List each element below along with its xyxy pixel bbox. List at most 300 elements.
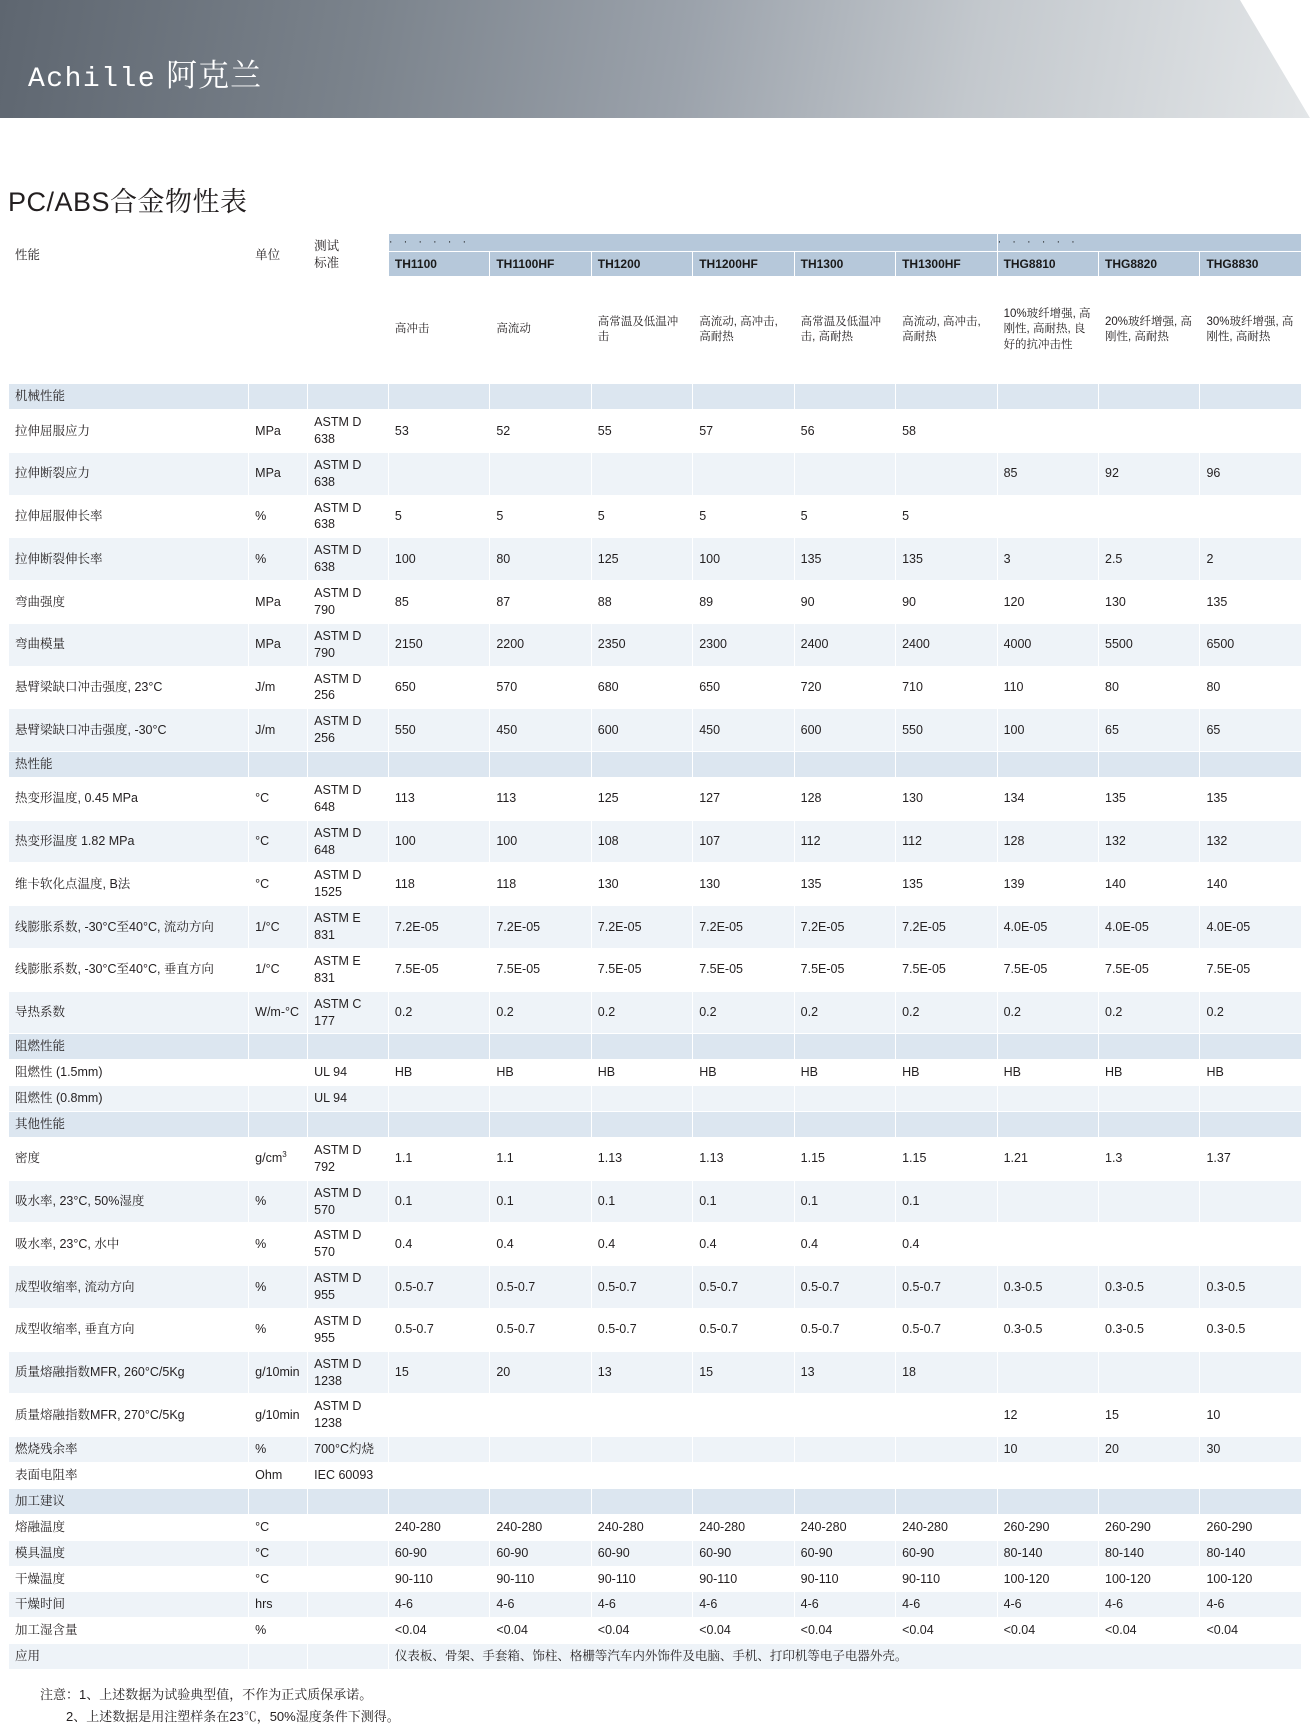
section-filler-cell <box>997 1112 1098 1138</box>
cell-th1200hf: 0.2 <box>693 991 794 1034</box>
cell-th1300 <box>794 1394 895 1437</box>
table-row <box>9 709 1302 752</box>
section-filler-cell <box>591 1488 692 1514</box>
cell-th1300hf: 18 <box>896 1351 997 1394</box>
cell-thg8810: <0.04 <box>997 1618 1098 1644</box>
section-filler-cell <box>249 1488 308 1514</box>
row-standard: ASTM D 648 <box>308 820 389 863</box>
cell-th1300: 0.1 <box>794 1180 895 1223</box>
cell-thg8830: 260-290 <box>1200 1514 1302 1540</box>
cell-th1300: 7.5E-05 <box>794 948 895 991</box>
cell-thg8810: 120 <box>997 581 1098 624</box>
cell-th1100: 0.5-0.7 <box>388 1266 489 1309</box>
cell-thg8820 <box>1099 1351 1200 1394</box>
cell-th1300hf: 58 <box>896 410 997 453</box>
row-unit: % <box>249 495 308 538</box>
cell-th1200hf: 1.13 <box>693 1137 794 1180</box>
cell-thg8830 <box>1200 1351 1302 1394</box>
cell-thg8810 <box>997 495 1098 538</box>
grade-header-thg8830: THG8830 <box>1200 252 1302 277</box>
header-property: 性能 <box>9 234 249 277</box>
grade-header-th1300hf: TH1300HF <box>896 252 997 277</box>
cell-th1100hf: 2200 <box>490 623 591 666</box>
cell-thg8810: 7.5E-05 <box>997 948 1098 991</box>
cell-thg8810: 0.3-0.5 <box>997 1308 1098 1351</box>
row-standard <box>308 1540 389 1566</box>
cell-thg8820: 260-290 <box>1099 1514 1200 1540</box>
grade-description-th1200hf: 高流动, 高冲击, 高耐热 <box>693 277 794 384</box>
cell-th1200hf: 4-6 <box>693 1592 794 1618</box>
brand-name-en: Achille <box>28 64 157 95</box>
row-unit: MPa <box>249 623 308 666</box>
cell-th1100hf: 60-90 <box>490 1540 591 1566</box>
row-unit: % <box>249 1266 308 1309</box>
cell-th1300: 720 <box>794 666 895 709</box>
cell-th1100hf: 20 <box>490 1351 591 1394</box>
cell-th1200: 90-110 <box>591 1566 692 1592</box>
cell-thg8820: 20 <box>1099 1437 1200 1463</box>
note-line-2: 2、上述数据是用注塑样条在23℃，50%湿度条件下测得。 <box>66 1708 400 1724</box>
cell-thg8810: 260-290 <box>997 1514 1098 1540</box>
cell-th1200hf: 0.4 <box>693 1223 794 1266</box>
cell-th1100hf: 570 <box>490 666 591 709</box>
cell-thg8830: 10 <box>1200 1394 1302 1437</box>
row-unit: W/m-°C <box>249 991 308 1034</box>
section-filler-cell <box>1200 1034 1302 1060</box>
cell-thg8820: 132 <box>1099 820 1200 863</box>
cell-th1200hf: 240-280 <box>693 1514 794 1540</box>
cell-th1300: 0.5-0.7 <box>794 1308 895 1351</box>
cell-th1200: 108 <box>591 820 692 863</box>
cell-th1300: 600 <box>794 709 895 752</box>
cell-th1200: 0.1 <box>591 1180 692 1223</box>
cell-th1200hf: 57 <box>693 410 794 453</box>
cell-th1200: HB <box>591 1060 692 1086</box>
row-label: 熔融温度 <box>9 1514 249 1540</box>
cell-thg8830: 4.0E-05 <box>1200 906 1302 949</box>
row-standard: 700°C灼烧 <box>308 1437 389 1463</box>
cell-th1300: 135 <box>794 538 895 581</box>
cell-th1100 <box>388 1463 489 1489</box>
row-unit: % <box>249 1437 308 1463</box>
cell-thg8830: 100-120 <box>1200 1566 1302 1592</box>
cell-th1200hf <box>693 1394 794 1437</box>
cell-th1300: 1.15 <box>794 1137 895 1180</box>
row-label: 悬臂梁缺口冲击强度, -30°C <box>9 709 249 752</box>
table-notes <box>40 1684 1310 1727</box>
cell-thg8830: 6500 <box>1200 623 1302 666</box>
cell-th1300: 7.2E-05 <box>794 906 895 949</box>
row-standard: ASTM E 831 <box>308 906 389 949</box>
cell-th1100: 650 <box>388 666 489 709</box>
grade-group-dots-left: · · · · · · <box>388 234 997 252</box>
row-unit: Ohm <box>249 1463 308 1489</box>
cell-th1100hf: 118 <box>490 863 591 906</box>
row-unit: % <box>249 538 308 581</box>
cell-thg8830: 80-140 <box>1200 1540 1302 1566</box>
cell-thg8820 <box>1099 495 1200 538</box>
section-filler-cell <box>388 384 489 410</box>
section-filler-cell <box>1099 1112 1200 1138</box>
cell-th1100hf <box>490 1437 591 1463</box>
row-standard <box>308 1644 389 1670</box>
cell-th1200: 0.5-0.7 <box>591 1266 692 1309</box>
cell-th1300 <box>794 1086 895 1112</box>
cell-thg8820 <box>1099 410 1200 453</box>
cell-th1100hf: 0.5-0.7 <box>490 1308 591 1351</box>
cell-th1200hf: 450 <box>693 709 794 752</box>
cell-thg8810: 0.3-0.5 <box>997 1266 1098 1309</box>
cell-th1200: 0.4 <box>591 1223 692 1266</box>
cell-thg8820: 135 <box>1099 777 1200 820</box>
table-row <box>9 1394 1302 1437</box>
cell-th1100: 4-6 <box>388 1592 489 1618</box>
cell-thg8830 <box>1200 1223 1302 1266</box>
section-filler-cell <box>794 752 895 778</box>
grade-description-th1100: 高冲击 <box>388 277 489 384</box>
table-row <box>9 1437 1302 1463</box>
cell-thg8810: 10 <box>997 1437 1098 1463</box>
cell-th1100hf: 450 <box>490 709 591 752</box>
cell-th1100hf: 4-6 <box>490 1592 591 1618</box>
row-unit: °C <box>249 820 308 863</box>
section-filler-cell <box>308 1034 389 1060</box>
cell-th1300: <0.04 <box>794 1618 895 1644</box>
row-unit: MPa <box>249 410 308 453</box>
cell-th1200 <box>591 1086 692 1112</box>
cell-thg8820: 4.0E-05 <box>1099 906 1200 949</box>
cell-thg8820: 4-6 <box>1099 1592 1200 1618</box>
cell-thg8820: 0.3-0.5 <box>1099 1308 1200 1351</box>
cell-th1200hf: 89 <box>693 581 794 624</box>
table-section-row <box>9 384 1302 410</box>
section-filler-cell <box>388 752 489 778</box>
section-filler-cell <box>249 752 308 778</box>
row-unit: % <box>249 1308 308 1351</box>
cell-th1200hf: HB <box>693 1060 794 1086</box>
cell-th1300hf: 0.5-0.7 <box>896 1308 997 1351</box>
cell-th1200: 2350 <box>591 623 692 666</box>
row-standard <box>308 1592 389 1618</box>
cell-th1100: 90-110 <box>388 1566 489 1592</box>
cell-thg8820 <box>1099 1223 1200 1266</box>
application-text: 仪表板、骨架、手套箱、饰柱、格栅等汽车内外饰件及电脑、手机、打印机等电子电器外壳。 <box>388 1644 1301 1670</box>
row-unit: °C <box>249 1566 308 1592</box>
table-row <box>9 1351 1302 1394</box>
row-standard: ASTM D 638 <box>308 410 389 453</box>
section-label: 热性能 <box>9 752 249 778</box>
cell-th1300 <box>794 452 895 495</box>
cell-th1300: 4-6 <box>794 1592 895 1618</box>
cell-th1200hf: 60-90 <box>693 1540 794 1566</box>
cell-th1300: 90-110 <box>794 1566 895 1592</box>
row-unit: 1/°C <box>249 906 308 949</box>
row-unit <box>249 1060 308 1086</box>
section-filler-cell <box>1200 1488 1302 1514</box>
cell-thg8820: 65 <box>1099 709 1200 752</box>
cell-thg8830: 0.2 <box>1200 991 1302 1034</box>
cell-th1300hf: 60-90 <box>896 1540 997 1566</box>
cell-thg8830: 135 <box>1200 581 1302 624</box>
cell-thg8810: HB <box>997 1060 1098 1086</box>
table-row <box>9 991 1302 1034</box>
cell-thg8820 <box>1099 1463 1200 1489</box>
cell-th1300: 112 <box>794 820 895 863</box>
cell-th1300hf: 0.4 <box>896 1223 997 1266</box>
section-label: 其他性能 <box>9 1112 249 1138</box>
section-filler-cell <box>388 1488 489 1514</box>
cell-thg8810: 139 <box>997 863 1098 906</box>
section-label: 机械性能 <box>9 384 249 410</box>
row-unit: g/10min <box>249 1351 308 1394</box>
row-standard <box>308 1618 389 1644</box>
cell-th1200: 5 <box>591 495 692 538</box>
cell-th1100: 0.4 <box>388 1223 489 1266</box>
table-row <box>9 906 1302 949</box>
row-unit <box>249 1086 308 1112</box>
cell-th1100: 240-280 <box>388 1514 489 1540</box>
cell-th1300hf: HB <box>896 1060 997 1086</box>
cell-th1300hf: 135 <box>896 863 997 906</box>
row-standard: ASTM D 638 <box>308 452 389 495</box>
cell-thg8810 <box>997 1463 1098 1489</box>
row-unit: % <box>249 1618 308 1644</box>
row-standard: ASTM C 177 <box>308 991 389 1034</box>
cell-th1200hf: 90-110 <box>693 1566 794 1592</box>
cell-thg8830: 0.3-0.5 <box>1200 1266 1302 1309</box>
table-row <box>9 863 1302 906</box>
section-filler-cell <box>1200 384 1302 410</box>
row-standard: IEC 60093 <box>308 1463 389 1489</box>
row-label: 加工湿含量 <box>9 1618 249 1644</box>
section-filler-cell <box>794 1112 895 1138</box>
cell-thg8820: 0.2 <box>1099 991 1200 1034</box>
section-label: 阻燃性能 <box>9 1034 249 1060</box>
cell-thg8810: 1.21 <box>997 1137 1098 1180</box>
cell-thg8820: 0.3-0.5 <box>1099 1266 1200 1309</box>
cell-thg8810: 0.2 <box>997 991 1098 1034</box>
table-row <box>9 495 1302 538</box>
cell-thg8810: 12 <box>997 1394 1098 1437</box>
row-label: 热变形温度 1.82 MPa <box>9 820 249 863</box>
row-standard: ASTM D 648 <box>308 777 389 820</box>
cell-th1100hf: 5 <box>490 495 591 538</box>
row-label: 阻燃性 (0.8mm) <box>9 1086 249 1112</box>
cell-th1100hf: HB <box>490 1060 591 1086</box>
section-filler-cell <box>896 1034 997 1060</box>
row-label: 密度 <box>9 1137 249 1180</box>
cell-th1200hf: 100 <box>693 538 794 581</box>
cell-th1200hf: 2300 <box>693 623 794 666</box>
row-label: 悬臂梁缺口冲击强度, 23°C <box>9 666 249 709</box>
cell-thg8810: 128 <box>997 820 1098 863</box>
desc-empty-property <box>9 277 249 384</box>
section-filler-cell <box>388 1112 489 1138</box>
row-standard: ASTM D 638 <box>308 495 389 538</box>
cell-thg8820: 130 <box>1099 581 1200 624</box>
cell-th1200: 55 <box>591 410 692 453</box>
row-label: 拉伸断裂伸长率 <box>9 538 249 581</box>
cell-thg8810: 80-140 <box>997 1540 1098 1566</box>
cell-th1300hf: 130 <box>896 777 997 820</box>
section-filler-cell <box>997 384 1098 410</box>
cell-th1300hf: 112 <box>896 820 997 863</box>
section-filler-cell <box>490 752 591 778</box>
row-standard: ASTM D 1238 <box>308 1351 389 1394</box>
cell-th1200hf: 7.2E-05 <box>693 906 794 949</box>
table-row <box>9 1086 1302 1112</box>
cell-th1100: 100 <box>388 820 489 863</box>
cell-thg8830: 30 <box>1200 1437 1302 1463</box>
cell-th1200: 7.2E-05 <box>591 906 692 949</box>
cell-th1300: 0.2 <box>794 991 895 1034</box>
grade-header-th1200: TH1200 <box>591 252 692 277</box>
cell-th1200: 125 <box>591 777 692 820</box>
cell-th1300hf <box>896 1394 997 1437</box>
desc-empty-unit <box>249 277 308 384</box>
row-label: 表面电阻率 <box>9 1463 249 1489</box>
cell-th1100 <box>388 1086 489 1112</box>
row-label: 质量熔融指数MFR, 260°C/5Kg <box>9 1351 249 1394</box>
cell-thg8820: 5500 <box>1099 623 1200 666</box>
table-row <box>9 948 1302 991</box>
cell-th1300: 13 <box>794 1351 895 1394</box>
row-standard: ASTM D 790 <box>308 623 389 666</box>
cell-thg8830: 96 <box>1200 452 1302 495</box>
grade-description-th1300hf: 高流动, 高冲击, 高耐热 <box>896 277 997 384</box>
grade-header-th1300: TH1300 <box>794 252 895 277</box>
section-filler-cell <box>490 1034 591 1060</box>
section-label: 加工建议 <box>9 1488 249 1514</box>
row-label: 阻燃性 (1.5mm) <box>9 1060 249 1086</box>
section-filler-cell <box>490 384 591 410</box>
table-row <box>9 623 1302 666</box>
row-label: 导热系数 <box>9 991 249 1034</box>
row-label: 线膨胀系数, -30°C至40°C, 垂直方向 <box>9 948 249 991</box>
cell-th1200 <box>591 452 692 495</box>
section-filler-cell <box>1099 752 1200 778</box>
cell-th1100: 0.2 <box>388 991 489 1034</box>
cell-th1100: 85 <box>388 581 489 624</box>
cell-th1100hf: <0.04 <box>490 1618 591 1644</box>
row-standard: ASTM E 831 <box>308 948 389 991</box>
grade-group-dots-right: · · · · · · <box>997 234 1301 252</box>
row-unit: °C <box>249 777 308 820</box>
section-filler-cell <box>591 384 692 410</box>
section-filler-cell <box>1200 752 1302 778</box>
cell-th1100hf: 80 <box>490 538 591 581</box>
cell-thg8810: 134 <box>997 777 1098 820</box>
cell-th1200hf: 130 <box>693 863 794 906</box>
page-title: PC/ABS合金物性表 <box>8 187 248 217</box>
cell-th1300hf: 1.15 <box>896 1137 997 1180</box>
cell-th1300hf: 0.1 <box>896 1180 997 1223</box>
cell-th1300hf: 710 <box>896 666 997 709</box>
row-label: 干燥时间 <box>9 1592 249 1618</box>
table-row <box>9 538 1302 581</box>
cell-th1200hf: 0.5-0.7 <box>693 1266 794 1309</box>
cell-th1200: <0.04 <box>591 1618 692 1644</box>
section-filler-cell <box>388 1034 489 1060</box>
row-unit <box>249 1644 308 1670</box>
cell-thg8830 <box>1200 410 1302 453</box>
table-row-application <box>9 1644 1302 1670</box>
row-standard: ASTM D 955 <box>308 1266 389 1309</box>
cell-th1100hf: 0.4 <box>490 1223 591 1266</box>
cell-th1100: 53 <box>388 410 489 453</box>
row-label: 吸水率, 23°C, 水中 <box>9 1223 249 1266</box>
cell-th1300hf <box>896 1437 997 1463</box>
table-row <box>9 1540 1302 1566</box>
desc-empty-standard <box>308 277 389 384</box>
cell-thg8830: 140 <box>1200 863 1302 906</box>
row-standard: UL 94 <box>308 1086 389 1112</box>
grade-header-th1100hf: TH1100HF <box>490 252 591 277</box>
section-filler-cell <box>794 1488 895 1514</box>
table-row <box>9 410 1302 453</box>
cell-th1100hf: 100 <box>490 820 591 863</box>
cell-th1200: 130 <box>591 863 692 906</box>
table-section-row <box>9 1112 1302 1138</box>
section-filler-cell <box>490 1488 591 1514</box>
cell-th1100hf: 0.2 <box>490 991 591 1034</box>
table-row <box>9 581 1302 624</box>
section-filler-cell <box>693 1488 794 1514</box>
section-filler-cell <box>794 1034 895 1060</box>
row-standard: ASTM D 790 <box>308 581 389 624</box>
cell-th1200hf <box>693 1437 794 1463</box>
cell-thg8830: 132 <box>1200 820 1302 863</box>
row-standard: ASTM D 792 <box>308 1137 389 1180</box>
cell-th1300hf: 240-280 <box>896 1514 997 1540</box>
cell-th1100: 1.1 <box>388 1137 489 1180</box>
row-label: 模具温度 <box>9 1540 249 1566</box>
cell-th1200: 1.13 <box>591 1137 692 1180</box>
cell-thg8830: <0.04 <box>1200 1618 1302 1644</box>
cell-thg8820: 80-140 <box>1099 1540 1200 1566</box>
cell-th1300hf: 550 <box>896 709 997 752</box>
cell-th1100: 0.5-0.7 <box>388 1308 489 1351</box>
section-filler-cell <box>308 752 389 778</box>
cell-th1100: 0.1 <box>388 1180 489 1223</box>
section-filler-cell <box>693 1034 794 1060</box>
cell-th1300hf: 7.5E-05 <box>896 948 997 991</box>
cell-th1300hf: 135 <box>896 538 997 581</box>
row-label: 弯曲模量 <box>9 623 249 666</box>
cell-th1200hf: 127 <box>693 777 794 820</box>
cell-thg8810 <box>997 1180 1098 1223</box>
section-filler-cell <box>997 1488 1098 1514</box>
cell-th1100: HB <box>388 1060 489 1086</box>
cell-th1100hf <box>490 452 591 495</box>
table-row <box>9 1180 1302 1223</box>
cell-th1300hf: 2400 <box>896 623 997 666</box>
row-standard: ASTM D 1525 <box>308 863 389 906</box>
cell-thg8830: 4-6 <box>1200 1592 1302 1618</box>
table-header-dots-row <box>9 234 1302 252</box>
table-row <box>9 452 1302 495</box>
row-label: 拉伸断裂应力 <box>9 452 249 495</box>
header-unit: 单位 <box>249 234 308 277</box>
row-label: 线膨胀系数, -30°C至40°C, 流动方向 <box>9 906 249 949</box>
note-line-1: 注意：1、上述数据为试验典型值，不作为正式质保承诺。 <box>40 1687 373 1703</box>
cell-thg8810: 110 <box>997 666 1098 709</box>
page-header-banner <box>0 0 1310 118</box>
cell-th1300hf <box>896 452 997 495</box>
cell-th1300: 0.5-0.7 <box>794 1266 895 1309</box>
row-standard <box>308 1514 389 1540</box>
cell-thg8810 <box>997 1223 1098 1266</box>
